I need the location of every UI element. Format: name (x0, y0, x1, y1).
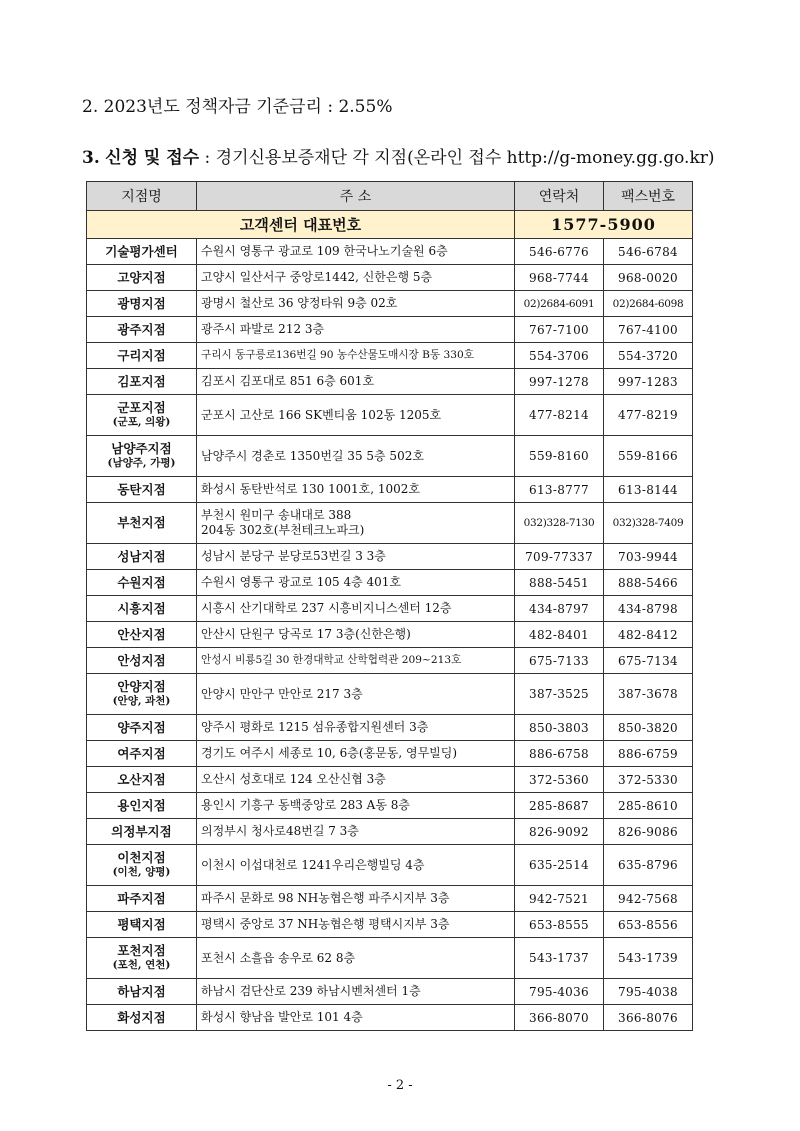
branch-address (197, 793, 515, 819)
branch-address (197, 674, 515, 715)
branch-fax: 703-9944 (604, 544, 693, 570)
branch-name-cell (87, 265, 197, 291)
branch-fax: 968-0020 (604, 265, 693, 291)
branch-name: 김포지점 (117, 373, 166, 389)
table-row (87, 477, 693, 503)
header-tel: 연락처 (515, 182, 604, 211)
table-row (87, 912, 693, 938)
branch-fax: 543-1739 (604, 938, 693, 979)
branch-address (197, 715, 515, 741)
branch-name-cell (87, 1005, 197, 1031)
address-line: 군포시 고산로 166 SK벤티움 102동 1205호 (201, 407, 442, 422)
branch-name: 양주지점 (117, 719, 166, 735)
branch-tel: 968-7744 (515, 265, 604, 291)
branch-tel: 387-3525 (515, 674, 604, 715)
branch-tel: 477-8214 (515, 395, 604, 436)
table-row (87, 845, 693, 886)
branch-name-cell (87, 793, 197, 819)
apply-heading-end: ) (707, 148, 715, 168)
branch-tel: 635-2514 (515, 845, 604, 886)
address-line: 성남시 분당구 분당로53번길 3 3층 (201, 549, 386, 563)
address-line: 화성시 향남읍 발안로 101 4층 (201, 1010, 363, 1024)
branch-address (197, 1005, 515, 1031)
address-line: 204동 302호(부천테크노파크) (201, 523, 365, 537)
branch-fax: 997-1283 (604, 369, 693, 395)
branch-name-cell (87, 979, 197, 1005)
branch-coverage: (군포, 의왕) (112, 416, 171, 428)
address-line: 광명시 철산로 36 양정타워 9층 02호 (201, 296, 398, 310)
customer-center-label: 고객센터 대표번호 (87, 211, 515, 239)
table-row (87, 648, 693, 674)
branch-name: 구리지점 (117, 347, 166, 363)
table-row (87, 622, 693, 648)
branch-name: 고양지점 (117, 269, 166, 285)
branch-tel: 02)2684-6091 (515, 291, 604, 317)
branch-name-cell (87, 845, 197, 886)
branch-fax: 653-8556 (604, 912, 693, 938)
branch-address (197, 845, 515, 886)
branch-tel: 482-8401 (515, 622, 604, 648)
branch-fax: 366-8076 (604, 1005, 693, 1031)
branch-tel: 285-8687 (515, 793, 604, 819)
branch-tel: 372-5360 (515, 767, 604, 793)
table-row (87, 979, 693, 1005)
branch-name-cell (87, 343, 197, 369)
branch-tel: 826-9092 (515, 819, 604, 845)
address-line: 경기도 여주시 세종로 10, 6층(홍문동, 영무빌딩) (201, 746, 458, 760)
branch-fax: 795-4038 (604, 979, 693, 1005)
branch-address (197, 369, 515, 395)
address-line: 고양시 일산서구 중앙로1442, 신한은행 5층 (201, 270, 433, 284)
page-number: - 2 - (387, 1078, 413, 1093)
branch-name-cell (87, 886, 197, 912)
branch-name: 군포지점 (117, 400, 166, 415)
branch-name: 광주지점 (117, 321, 166, 337)
branch-name: 안양지점 (117, 679, 166, 694)
branch-tel: 997-1278 (515, 369, 604, 395)
branch-table (86, 181, 693, 1031)
address-line: 하남시 검단산로 239 하남시벤처센터 1층 (201, 984, 421, 998)
address-line: 포천시 소흘읍 송우로 62 8층 (201, 950, 356, 965)
branch-address (197, 477, 515, 503)
branch-name-cell (87, 741, 197, 767)
branch-name-cell (87, 317, 197, 343)
table-row (87, 741, 693, 767)
address-line: 광주시 파발로 212 3층 (201, 322, 325, 336)
address-line: 안산시 단원구 당곡로 17 3층(신한은행) (201, 627, 411, 641)
branch-tel: 886-6758 (515, 741, 604, 767)
branch-name-cell (87, 648, 197, 674)
branch-coverage: (포천, 연천) (112, 959, 171, 971)
branch-address (197, 648, 515, 674)
branch-name: 파주지점 (117, 890, 166, 906)
address-line: 파주시 문화로 98 NH농협은행 파주시지부 3층 (201, 891, 450, 905)
branch-address (197, 239, 515, 265)
branch-name: 안성지점 (117, 652, 166, 668)
branch-fax: 434-8798 (604, 596, 693, 622)
branch-fax: 635-8796 (604, 845, 693, 886)
branch-fax: 554-3720 (604, 343, 693, 369)
branch-address (197, 570, 515, 596)
branch-fax: 613-8144 (604, 477, 693, 503)
branch-address (197, 741, 515, 767)
branch-tel: 559-8160 (515, 436, 604, 477)
branch-tel: 543-1737 (515, 938, 604, 979)
branch-address (197, 622, 515, 648)
branch-fax: 942-7568 (604, 886, 693, 912)
table-row (87, 715, 693, 741)
branch-fax: 387-3678 (604, 674, 693, 715)
branch-tel: 675-7133 (515, 648, 604, 674)
branch-tel: 767-7100 (515, 317, 604, 343)
branch-fax: 888-5466 (604, 570, 693, 596)
branch-name-cell (87, 503, 197, 544)
apply-heading-number: 3. (82, 148, 100, 168)
branch-coverage: (남양주, 가평) (107, 457, 176, 469)
branch-fax: 850-3820 (604, 715, 693, 741)
branch-name: 성남지점 (117, 548, 166, 564)
branch-name: 하남지점 (117, 983, 166, 999)
branch-name-cell (87, 912, 197, 938)
branch-address (197, 291, 515, 317)
branch-name-cell (87, 767, 197, 793)
table-row (87, 503, 693, 544)
branch-name-cell (87, 239, 197, 265)
branch-name: 용인지점 (117, 797, 166, 813)
branch-name: 부천지점 (117, 515, 166, 530)
branch-address (197, 979, 515, 1005)
address-line: 수원시 영통구 광교로 109 한국나노기술원 6층 (201, 244, 448, 258)
branch-address (197, 343, 515, 369)
branch-name: 평택지점 (117, 916, 166, 932)
table-row (87, 819, 693, 845)
address-line: 안양시 만안구 만안로 217 3층 (201, 686, 363, 701)
branch-name: 여주지점 (117, 745, 166, 761)
branch-name-cell (87, 369, 197, 395)
address-line: 화성시 동탄반석로 130 1001호, 1002호 (201, 482, 420, 496)
table-row (87, 886, 693, 912)
apply-heading-text: : 경기신용보증재단 각 지점(온라인 접수 (199, 148, 507, 168)
branch-name-cell (87, 436, 197, 477)
table-row (87, 291, 693, 317)
branch-address (197, 886, 515, 912)
branch-name: 포천지점 (117, 943, 166, 958)
branch-name: 남양주지점 (111, 441, 172, 456)
branch-name-cell (87, 570, 197, 596)
table-row (87, 265, 693, 291)
branch-fax: 675-7134 (604, 648, 693, 674)
address-line: 김포시 김포대로 851 6층 601호 (201, 374, 375, 388)
online-url-link[interactable]: http://g-money.gg.go.kr (506, 148, 708, 168)
rate-heading (82, 92, 392, 117)
branch-fax: 767-4100 (604, 317, 693, 343)
address-line: 양주시 평화로 1215 섬유종합지원센터 3층 (201, 720, 429, 734)
apply-heading (82, 143, 715, 168)
branch-name-cell (87, 674, 197, 715)
branch-fax: 546-6784 (604, 239, 693, 265)
branch-tel: 888-5451 (515, 570, 604, 596)
table-row (87, 1005, 693, 1031)
branch-coverage: (이천, 양평) (112, 866, 171, 878)
branch-address (197, 317, 515, 343)
address-line: 의정부시 청사로48번길 7 3층 (201, 824, 359, 838)
branch-name-cell (87, 819, 197, 845)
table-row (87, 596, 693, 622)
header-fax: 팩스번호 (604, 182, 693, 211)
branch-name: 기술평가센터 (105, 243, 178, 259)
address-line: 시흥시 산기대학로 237 시흥비지니스센터 12층 (201, 601, 452, 615)
address-line: 이천시 이섭대천로 1241우리은행빌딩 4층 (201, 857, 425, 872)
branch-address (197, 912, 515, 938)
address-line: 부천시 원미구 송내대로 388 (201, 508, 352, 522)
branch-name-cell (87, 938, 197, 979)
table-header-row (87, 182, 693, 211)
table-row (87, 395, 693, 436)
branch-coverage: (안양, 과천) (112, 695, 171, 707)
address-line: 평택시 중앙로 37 NH농협은행 평택시지부 3층 (201, 917, 450, 931)
branch-fax: 886-6759 (604, 741, 693, 767)
branch-name: 화성지점 (117, 1009, 166, 1025)
branch-name: 수원지점 (117, 574, 166, 590)
table-row (87, 317, 693, 343)
branch-address (197, 938, 515, 979)
table-row (87, 938, 693, 979)
branch-tel: 546-6776 (515, 239, 604, 265)
header-address: 주 소 (197, 182, 515, 211)
table-row (87, 570, 693, 596)
table-row (87, 544, 693, 570)
branch-tel: 613-8777 (515, 477, 604, 503)
branch-name: 안산지점 (117, 626, 166, 642)
branch-fax: 02)2684-6098 (604, 291, 693, 317)
branch-name-cell (87, 544, 197, 570)
table-row (87, 343, 693, 369)
header-branch: 지점명 (87, 182, 197, 211)
customer-center-row (87, 211, 693, 239)
branch-fax: 032)328-7409 (604, 503, 693, 544)
branch-address (197, 395, 515, 436)
table-row (87, 793, 693, 819)
branch-name: 오산지점 (117, 771, 166, 787)
branch-name-cell (87, 622, 197, 648)
branch-fax: 826-9086 (604, 819, 693, 845)
address-line: 구리시 동구릉로136번길 90 농수산물도매시장 B동 330호 (201, 349, 474, 361)
apply-heading-bold: 신청 및 접수 (105, 148, 200, 168)
address-line: 안성시 비룡5길 30 한경대학교 산학협력관 209~213호 (201, 654, 462, 666)
branch-name: 이천지점 (117, 850, 166, 865)
branch-name: 동탄지점 (117, 481, 166, 497)
branch-fax: 285-8610 (604, 793, 693, 819)
address-line: 오산시 성호대로 124 오산신협 3층 (201, 772, 386, 786)
branch-fax: 372-5330 (604, 767, 693, 793)
branch-name-cell (87, 477, 197, 503)
branch-tel: 795-4036 (515, 979, 604, 1005)
branch-name: 의정부지점 (111, 823, 172, 839)
branch-name-cell (87, 291, 197, 317)
table-row (87, 767, 693, 793)
branch-address (197, 265, 515, 291)
address-line: 용인시 기흥구 동백중앙로 283 A동 8층 (201, 798, 410, 812)
branch-name-cell (87, 596, 197, 622)
branch-name-cell (87, 715, 197, 741)
branch-address (197, 767, 515, 793)
branch-tel: 032)328-7130 (515, 503, 604, 544)
branch-tel: 366-8070 (515, 1005, 604, 1031)
branch-address (197, 503, 515, 544)
branch-tel: 554-3706 (515, 343, 604, 369)
branch-fax: 559-8166 (604, 436, 693, 477)
branch-address (197, 596, 515, 622)
branch-address (197, 819, 515, 845)
branch-tel: 434-8797 (515, 596, 604, 622)
branch-fax: 477-8219 (604, 395, 693, 436)
address-line: 수원시 영통구 광교로 105 4층 401호 (201, 575, 402, 589)
rate-heading-text: 2023년도 정책자금 기준금리 : 2.55% (103, 97, 393, 117)
branch-address (197, 544, 515, 570)
rate-heading-number: 2. (82, 97, 99, 117)
table-row (87, 436, 693, 477)
branch-address (197, 436, 515, 477)
table-row (87, 239, 693, 265)
table-row (87, 369, 693, 395)
branch-tel: 653-8555 (515, 912, 604, 938)
address-line: 남양주시 경춘로 1350번길 35 5층 502호 (201, 448, 424, 463)
branch-name-cell (87, 395, 197, 436)
branch-name: 시흥지점 (117, 600, 166, 616)
customer-center-tel: 1577-5900 (515, 211, 693, 239)
branch-tel: 850-3803 (515, 715, 604, 741)
branch-tel: 709-77337 (515, 544, 604, 570)
branch-name: 광명지점 (117, 295, 166, 311)
branch-tel: 942-7521 (515, 886, 604, 912)
table-row (87, 674, 693, 715)
branch-fax: 482-8412 (604, 622, 693, 648)
